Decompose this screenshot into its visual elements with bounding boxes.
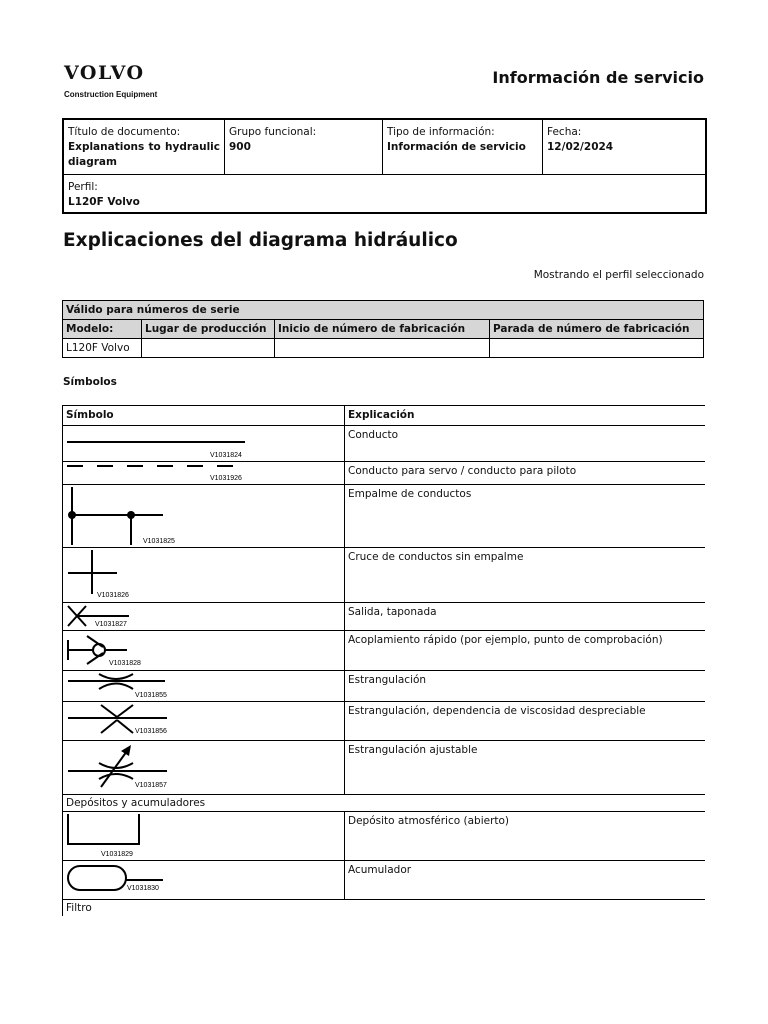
- symbol-explanation: Acumulador: [345, 861, 706, 900]
- symbols-table: [62, 405, 705, 916]
- volvo-logo: [64, 62, 157, 99]
- symbol-code: V1031828: [109, 660, 141, 667]
- symbol-code: V1031827: [95, 621, 127, 628]
- meta-title-label: Título de documento:: [68, 126, 181, 138]
- meta-date-cell: [543, 120, 705, 174]
- meta-title-value: Explanations to hydraulic diagram: [68, 141, 220, 168]
- symbol-code: V1031856: [135, 728, 167, 735]
- serial-cell-stop: [490, 339, 704, 358]
- symbol-row: [63, 631, 706, 671]
- meta-date-label: Fecha:: [547, 126, 582, 138]
- symbol-group-row: [63, 795, 706, 812]
- meta-group-label: Grupo funcional:: [229, 126, 317, 138]
- dashed-pilot-line-icon: [63, 462, 338, 484]
- open-reservoir-icon: [63, 812, 338, 860]
- meta-title-cell: [64, 120, 225, 174]
- page-title: Explicaciones del diagrama hidráulico: [63, 230, 458, 251]
- meta-profile-cell: [64, 175, 144, 212]
- meta-profile-label: Perfil:: [68, 181, 98, 193]
- symbol-explanation: Cruce de conductos sin empalme: [345, 548, 706, 603]
- symbol-group-label: Depósitos y acumuladores: [63, 795, 706, 812]
- serial-header-stop: Parada de número de fabricación: [490, 320, 704, 339]
- symbol-code: V1031824: [210, 452, 242, 459]
- symbol-row: [63, 861, 706, 900]
- line-crossing-icon: [63, 548, 338, 602]
- serial-number-table: [62, 300, 704, 358]
- symbols-header-symbol: Símbolo: [63, 406, 345, 426]
- symbol-row: [63, 741, 706, 795]
- restriction-icon: [63, 671, 338, 701]
- meta-group-cell: [225, 120, 383, 174]
- symbol-row: [63, 702, 706, 741]
- serial-header-place: Lugar de producción: [142, 320, 275, 339]
- adjustable-restriction-icon: [63, 741, 338, 794]
- symbol-code: V1031825: [143, 538, 175, 545]
- meta-group-value: 900: [229, 141, 251, 153]
- pipe-line-icon: [63, 426, 338, 461]
- symbol-row: [63, 485, 706, 548]
- serial-cell-start: [275, 339, 490, 358]
- symbol-code: V1031829: [101, 851, 133, 858]
- symbol-explanation: Empalme de conductos: [345, 485, 706, 548]
- plugged-outlet-icon: [63, 603, 338, 630]
- meta-info-value: Información de servicio: [387, 141, 526, 153]
- meta-profile-value: L120F Volvo: [68, 196, 140, 208]
- symbol-explanation: Depósito atmosférico (abierto): [345, 812, 706, 861]
- quick-coupling-icon: [63, 631, 338, 670]
- meta-date-value: 12/02/2024: [547, 141, 614, 153]
- serial-cell-model: L120F Volvo: [63, 339, 142, 358]
- symbol-explanation: Estrangulación: [345, 671, 706, 702]
- symbol-row: [63, 671, 706, 702]
- brand-name: VOLVO: [64, 62, 145, 84]
- section-title-symbols: Símbolos: [63, 376, 117, 388]
- line-junction-icon: [63, 485, 338, 547]
- symbols-header-explanation: Explicación: [345, 406, 706, 426]
- symbol-code: V1031926: [210, 475, 242, 482]
- document-type-heading: Información de servicio: [492, 68, 704, 87]
- symbol-row: [63, 462, 706, 485]
- document-meta-box: [62, 118, 707, 214]
- symbol-row: [63, 812, 706, 861]
- symbol-code: V1031826: [97, 592, 129, 599]
- symbol-row: [63, 548, 706, 603]
- serial-cell-place: [142, 339, 275, 358]
- symbol-row: [63, 426, 706, 462]
- symbol-explanation: Acoplamiento rápido (por ejemplo, punto de comprobación): [345, 631, 706, 671]
- accumulator-icon: [63, 861, 338, 899]
- symbol-explanation: Estrangulación, dependencia de viscosidad despreciable: [345, 702, 706, 741]
- meta-info-label: Tipo de información:: [387, 126, 495, 138]
- symbol-code: V1031855: [135, 692, 167, 699]
- symbol-explanation: Conducto: [345, 426, 706, 462]
- symbol-group-label: Filtro: [63, 900, 706, 917]
- symbol-explanation: Salida, taponada: [345, 603, 706, 631]
- serial-caption: Válido para números de serie: [63, 301, 704, 320]
- orifice-restriction-icon: [63, 702, 338, 740]
- brand-subtitle: Construction Equipment: [64, 90, 158, 99]
- symbol-row: [63, 603, 706, 631]
- profile-note: Mostrando el perfil seleccionado: [533, 269, 704, 281]
- symbol-code: V1031830: [127, 885, 159, 892]
- symbol-explanation: Estrangulación ajustable: [345, 741, 706, 795]
- symbol-explanation: Conducto para servo / conducto para piloto: [345, 462, 706, 485]
- serial-header-model: Modelo:: [63, 320, 142, 339]
- serial-header-start: Inicio de número de fabricación: [275, 320, 490, 339]
- meta-info-cell: [383, 120, 543, 174]
- symbol-group-row: [63, 900, 706, 917]
- symbol-code: V1031857: [135, 782, 167, 789]
